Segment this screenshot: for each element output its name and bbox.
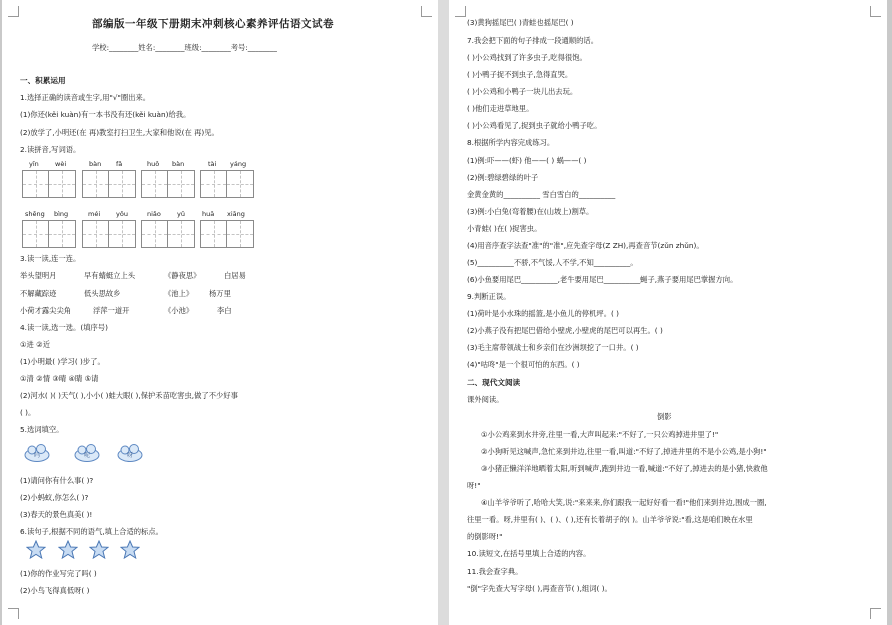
writing-grid[interactable] bbox=[200, 220, 254, 248]
question-10: 10.读短文,在括号里填上合适的内容。 bbox=[467, 549, 591, 558]
match-item: 浮萍一道开 bbox=[93, 306, 130, 315]
section-heading: 二、现代文阅读 bbox=[467, 378, 521, 387]
passage-paragraph: ①小公鸡来到水井旁,往里一看,大声叫起来:"不好了,一只公鸡掉进井里了!" bbox=[481, 430, 719, 439]
match-item: 《静夜思》 bbox=[164, 271, 201, 280]
question-5: 5.选词填空。 bbox=[20, 425, 64, 434]
match-item: 《小池》 bbox=[164, 306, 194, 315]
writing-grid[interactable] bbox=[141, 170, 195, 198]
document-page-left[interactable] bbox=[2, 0, 438, 625]
question-1: 1.选择正确的读音或生字,用"√"圈出来。 bbox=[20, 93, 151, 102]
order-item: ( )小公鸡看见了,捉到虫子就给小鸭子吃。 bbox=[467, 121, 602, 130]
question-4-item: (1)小明最( )学习( )步了。 bbox=[20, 357, 105, 366]
question-6-item: (2)小鸟飞得真低呀( ) bbox=[20, 586, 90, 595]
question-4-item: (2)河水( )( )天气( ),小小( )蛙大眼( ),保护禾苗吃害虫,做了不少好事 bbox=[20, 391, 238, 400]
question-11: 11.我会查字典。 bbox=[467, 567, 523, 576]
question-5-item: (1)请问你有什么事( )? bbox=[20, 476, 94, 485]
pinyin-label: yǒu bbox=[116, 210, 128, 218]
passage-title: 倒影 bbox=[657, 412, 672, 421]
star-icon bbox=[120, 540, 140, 559]
question-3: 3.读一读,连一连。 bbox=[20, 254, 81, 263]
pinyin-label: bàn bbox=[89, 160, 102, 168]
question-2: 2.读拼音,写词语。 bbox=[20, 145, 81, 154]
question-5-item: (2)小蚂蚁,你怎么( )? bbox=[20, 493, 89, 502]
crop-mark bbox=[421, 6, 432, 17]
match-item: 小荷才露尖尖角 bbox=[20, 306, 72, 315]
pinyin-label: méi bbox=[88, 210, 101, 218]
question-8-item: (1)例:吓——(虾) 他——( ) 蜗——( ) bbox=[467, 156, 587, 165]
match-item: 《池上》 bbox=[164, 289, 194, 298]
question-6-item: (3)黄狗摇尾巴( )青蛙也摇尾巴( ) bbox=[467, 18, 574, 27]
pinyin-label: wèi bbox=[55, 160, 67, 168]
question-8-item: (3)例:小白兔(弯着腰)在(山坡上)割草。 bbox=[467, 207, 594, 216]
match-item: 低头思故乡 bbox=[84, 289, 121, 298]
student-info-fields: 学校:________姓名:________班级:________考号:________ bbox=[92, 43, 277, 52]
question-4-item-cont: ( )。 bbox=[20, 408, 36, 417]
judge-item: (1)荷叶是小水珠的摇篮,是小鱼儿的停机坪。( ) bbox=[467, 309, 620, 318]
question-1-item: (1)你还(kěi kuàn)有一本书没有还(kěi kuàn)给我。 bbox=[20, 110, 191, 119]
question-8: 8.根据所学内容完成练习。 bbox=[467, 138, 555, 147]
question-8-item: 金黄金黄的__________ 雪白雪白的__________ bbox=[467, 190, 616, 199]
reading-intro: 课外阅读。 bbox=[467, 395, 504, 404]
passage-paragraph: ②小狗听见这喊声,急忙来到井边,往里一看,叫道:"不好了,掉进井里的不是小公鸡,是小狗!" bbox=[481, 447, 767, 456]
match-item: 杨万里 bbox=[209, 289, 231, 298]
writing-grid[interactable] bbox=[141, 220, 195, 248]
pinyin-label: tài bbox=[208, 160, 217, 168]
match-item: 李白 bbox=[217, 306, 232, 315]
question-1-item: (2)放学了,小明还(在 再)教室打扫卫生,大家和他说(在 再)见。 bbox=[20, 128, 219, 137]
order-item: ( )小公鸡找到了许多虫子,吃得很饱。 bbox=[467, 53, 587, 62]
match-item: 白居易 bbox=[224, 271, 246, 280]
question-8-item: (5)__________不骄,不气馁,人不学,不知__________。 bbox=[467, 258, 638, 267]
pinyin-label: huā bbox=[202, 210, 215, 218]
pinyin-label: huǒ bbox=[147, 160, 160, 168]
judge-item: (3)毛主席带领战士和乡亲们在沙洲坝挖了一口井。( ) bbox=[467, 343, 639, 352]
pinyin-label: yīn bbox=[29, 160, 39, 168]
question-8-item: (6)小鱼要用尾巴__________,老牛要用尾巴__________蝇子,燕子要用尾巴掌握方向。 bbox=[467, 275, 738, 284]
question-8-item: 小青蛙( )在( )捉害虫。 bbox=[467, 224, 542, 233]
writing-grid[interactable] bbox=[22, 170, 76, 198]
pinyin-label: bàn bbox=[172, 160, 185, 168]
order-item: ( )小公鸡和小鸭子一块儿出去玩。 bbox=[467, 87, 578, 96]
star-icon bbox=[58, 540, 78, 559]
question-11-item: "倒"字先查大写字母( ),再查音节( ),组词( )。 bbox=[467, 584, 612, 593]
crop-mark bbox=[455, 6, 466, 17]
cloud-bubble-icon bbox=[74, 444, 100, 462]
pinyin-label: xiāng bbox=[227, 210, 245, 218]
pinyin-label: niǎo bbox=[147, 210, 161, 218]
exam-title: 部编版一年级下册期末冲刺核心素养评估语文试卷 bbox=[92, 18, 334, 30]
match-item: 举头望明月 bbox=[20, 271, 57, 280]
crop-mark bbox=[8, 608, 19, 619]
match-item: 不解藏踪迹 bbox=[20, 289, 57, 298]
document-page-right[interactable] bbox=[449, 0, 887, 625]
pinyin-label: shēng bbox=[25, 210, 45, 218]
question-4: 4.读一读,选一选。(填序号) bbox=[20, 323, 108, 332]
writing-grid[interactable] bbox=[82, 220, 136, 248]
passage-paragraph: ④山羊爷爷听了,哈哈大笑,说:"来来来,你们跟我一起好好看一看!"他们来到井边,围成一圈, bbox=[481, 498, 767, 507]
bubble-label: 呀 bbox=[126, 452, 134, 459]
match-item: 早有蜻蜓立上头 bbox=[84, 271, 136, 280]
pinyin-label: fǎ bbox=[116, 160, 123, 168]
pinyin-label: yǔ bbox=[177, 210, 185, 218]
writing-grid[interactable] bbox=[22, 220, 76, 248]
pinyin-label: bìng bbox=[54, 210, 69, 218]
cloud-bubble-icon bbox=[24, 444, 50, 462]
question-6: 6.读句子,根据不同的语气,填上合适的标点。 bbox=[20, 527, 163, 536]
options-line: ①进 ②近 bbox=[20, 340, 50, 349]
question-8-item: (2)例:碧绿碧绿的叶子 bbox=[467, 173, 539, 182]
cloud-bubble-icon bbox=[117, 444, 143, 462]
order-item: ( )他们走进草地里。 bbox=[467, 104, 534, 113]
options-line: ①清 ②情 ③晴 ④睛 ⑤请 bbox=[20, 374, 99, 383]
order-item: ( )小鸭子捉不到虫子,急得直哭。 bbox=[467, 70, 573, 79]
crop-mark bbox=[8, 6, 19, 17]
writing-grid[interactable] bbox=[82, 170, 136, 198]
judge-item: (2)小燕子没有把尾巴借给小壁虎,小壁虎的尾巴可以再生。( ) bbox=[467, 326, 663, 335]
page-gap bbox=[438, 0, 449, 625]
crop-mark bbox=[870, 6, 881, 17]
question-8-item: (4)用音序查字法查"准"的"准",应先查字母(Z ZH),再查音节(zǔn zhǔn)。 bbox=[467, 241, 704, 250]
star-icon bbox=[26, 540, 46, 559]
passage-paragraph-cont: 往里一看。呀,井里有( )、( )、( ),还有长着胡子的( )。山羊爷爷说:"看,这是咱们映在水里 bbox=[467, 515, 753, 524]
question-5-item: (3)春天的景色真美( )! bbox=[20, 510, 93, 519]
passage-paragraph-cont: 呀!" bbox=[467, 481, 481, 490]
passage-paragraph-cont: 的倒影呀!" bbox=[467, 532, 503, 541]
crop-mark bbox=[870, 608, 881, 619]
writing-grid[interactable] bbox=[200, 170, 254, 198]
star-icon bbox=[89, 540, 109, 559]
bubble-label: 吗 bbox=[33, 452, 41, 459]
question-7: 7.我会把下面的句子排成一段通顺的话。 bbox=[467, 36, 599, 45]
passage-paragraph: ③小猪正懒洋洋地晒着太阳,听到喊声,跑到井边一看,喊道:"不好了,掉进去的是小猪,快救他 bbox=[481, 464, 768, 473]
pinyin-label: yáng bbox=[230, 160, 247, 168]
judge-item: (4)"咕咚"是一个很可怕的东西。( ) bbox=[467, 360, 580, 369]
question-9: 9.判断正误。 bbox=[467, 292, 511, 301]
bubble-label: 呢 bbox=[83, 452, 91, 459]
question-6-item: (1)你的作业写完了吗( ) bbox=[20, 569, 97, 578]
section-heading: 一、积累运用 bbox=[20, 76, 66, 85]
